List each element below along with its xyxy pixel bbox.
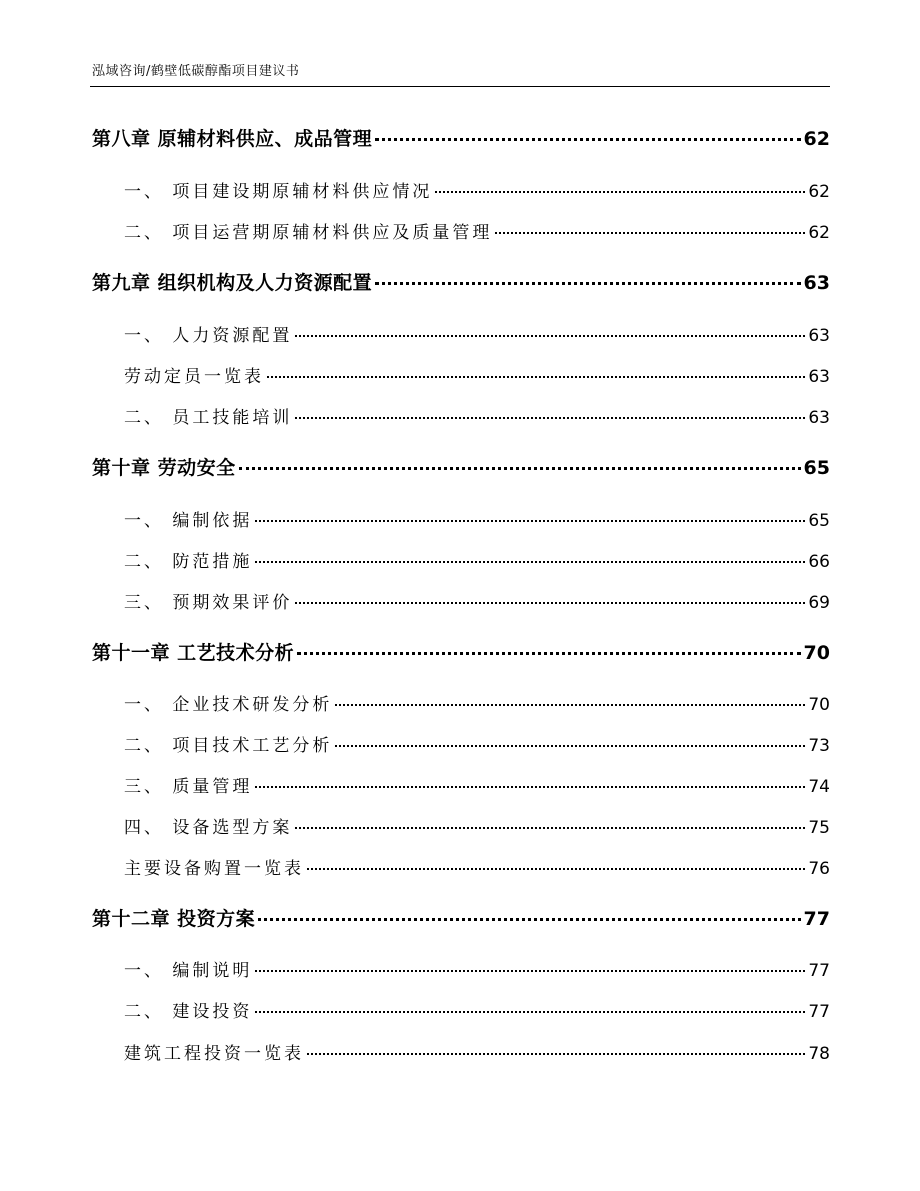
toc-entry-title: 第十一章 工艺技术分析 xyxy=(92,642,295,664)
toc-entry-section[interactable] xyxy=(124,218,830,243)
toc-entry-title: 二、 项目技术工艺分析 xyxy=(124,736,333,756)
toc-entry-section[interactable] xyxy=(124,772,830,797)
dot-leader xyxy=(255,786,805,788)
toc-entry-title: 一、 人力资源配置 xyxy=(124,326,293,346)
dot-leader xyxy=(295,602,805,604)
toc-entry-title: 第八章 原辅材料供应、成品管理 xyxy=(92,128,373,150)
toc-entry-section[interactable] xyxy=(124,321,830,346)
toc-entry-page: 75 xyxy=(808,818,830,838)
dot-leader xyxy=(375,282,800,285)
toc-entry-chapter-9[interactable] xyxy=(92,268,830,295)
toc-entry-title: 一、 企业技术研发分析 xyxy=(124,695,333,715)
running-header: 泓域咨询/鹤壁低碳醇酯项目建议书 xyxy=(92,64,300,79)
dot-leader xyxy=(297,652,800,655)
dot-leader xyxy=(255,970,805,972)
toc-entry-page: 62 xyxy=(808,182,830,202)
toc-entry-title: 第九章 组织机构及人力资源配置 xyxy=(92,272,373,294)
toc-entry-page: 70 xyxy=(803,642,830,664)
toc-entry-page: 65 xyxy=(808,511,830,531)
toc-entry-title: 二、 防范措施 xyxy=(124,552,253,572)
toc-entry-title: 主要设备购置一览表 xyxy=(124,859,304,879)
toc-entry-page: 76 xyxy=(808,859,830,879)
toc-entry-page: 78 xyxy=(808,1044,830,1064)
toc-entry-title: 二、 项目运营期原辅材料供应及质量管理 xyxy=(124,223,493,243)
dot-leader xyxy=(375,138,800,141)
toc-entry-section[interactable] xyxy=(124,997,830,1022)
toc-entry-page: 77 xyxy=(808,961,830,981)
toc-entry-title: 四、 设备选型方案 xyxy=(124,818,293,838)
toc-entry-title: 三、 质量管理 xyxy=(124,777,253,797)
toc-entry-section[interactable] xyxy=(124,1039,830,1064)
toc-entry-page: 77 xyxy=(808,1002,830,1022)
toc-entry-title: 二、 建设投资 xyxy=(124,1002,253,1022)
toc-entry-title: 第十章 劳动安全 xyxy=(92,457,236,479)
dot-leader xyxy=(258,918,800,921)
header-rule xyxy=(90,86,830,87)
toc-entry-title: 建筑工程投资一览表 xyxy=(124,1044,304,1064)
toc-entry-chapter-10[interactable] xyxy=(92,453,830,480)
dot-leader xyxy=(307,868,805,870)
toc-entry-chapter-8[interactable] xyxy=(92,124,830,151)
dot-leader xyxy=(307,1053,805,1055)
toc-entry-chapter-11[interactable] xyxy=(92,638,830,665)
toc-entry-section[interactable] xyxy=(124,506,830,531)
toc-entry-page: 63 xyxy=(808,326,830,346)
toc-entry-section[interactable] xyxy=(124,690,830,715)
toc-entry-section[interactable] xyxy=(124,813,830,838)
toc-entry-page: 77 xyxy=(803,908,830,930)
toc-entry-section[interactable] xyxy=(124,588,830,613)
toc-entry-chapter-12[interactable] xyxy=(92,904,830,931)
toc-entry-page: 70 xyxy=(808,695,830,715)
toc-entry-title: 二、 员工技能培训 xyxy=(124,408,293,428)
toc-entry-page: 62 xyxy=(803,128,830,150)
toc-entry-page: 63 xyxy=(808,408,830,428)
toc-entry-section[interactable] xyxy=(124,177,830,202)
dot-leader xyxy=(295,335,805,337)
dot-leader xyxy=(295,827,805,829)
dot-leader xyxy=(255,520,805,522)
toc-entry-section[interactable] xyxy=(124,547,830,572)
toc-entry-page: 73 xyxy=(808,736,830,756)
toc-entry-page: 74 xyxy=(808,777,830,797)
toc-entry-page: 65 xyxy=(803,457,830,479)
dot-leader xyxy=(255,561,805,563)
toc-entry-page: 66 xyxy=(808,552,830,572)
toc-entry-page: 63 xyxy=(803,272,830,294)
toc-entry-title: 一、 编制说明 xyxy=(124,961,253,981)
dot-leader xyxy=(495,232,805,234)
toc-entry-section[interactable] xyxy=(124,956,830,981)
toc-entry-title: 三、 预期效果评价 xyxy=(124,593,293,613)
toc-entry-title: 一、 项目建设期原辅材料供应情况 xyxy=(124,182,433,202)
toc-entry-section[interactable] xyxy=(124,854,830,879)
dot-leader xyxy=(295,417,805,419)
toc-entry-title: 劳动定员一览表 xyxy=(124,367,264,387)
dot-leader xyxy=(267,376,805,378)
toc-entry-page: 69 xyxy=(808,593,830,613)
toc-entry-section[interactable] xyxy=(124,731,830,756)
dot-leader xyxy=(335,704,805,706)
dot-leader xyxy=(435,191,805,193)
dot-leader xyxy=(239,467,801,470)
toc-entry-title: 第十二章 投资方案 xyxy=(92,908,256,930)
toc-entry-title: 一、 编制依据 xyxy=(124,511,253,531)
toc-entry-page: 62 xyxy=(808,223,830,243)
toc-entry-page: 63 xyxy=(808,367,830,387)
toc-entry-section[interactable] xyxy=(124,403,830,428)
toc-entry-section[interactable] xyxy=(124,362,830,387)
dot-leader xyxy=(335,745,805,747)
dot-leader xyxy=(255,1011,805,1013)
